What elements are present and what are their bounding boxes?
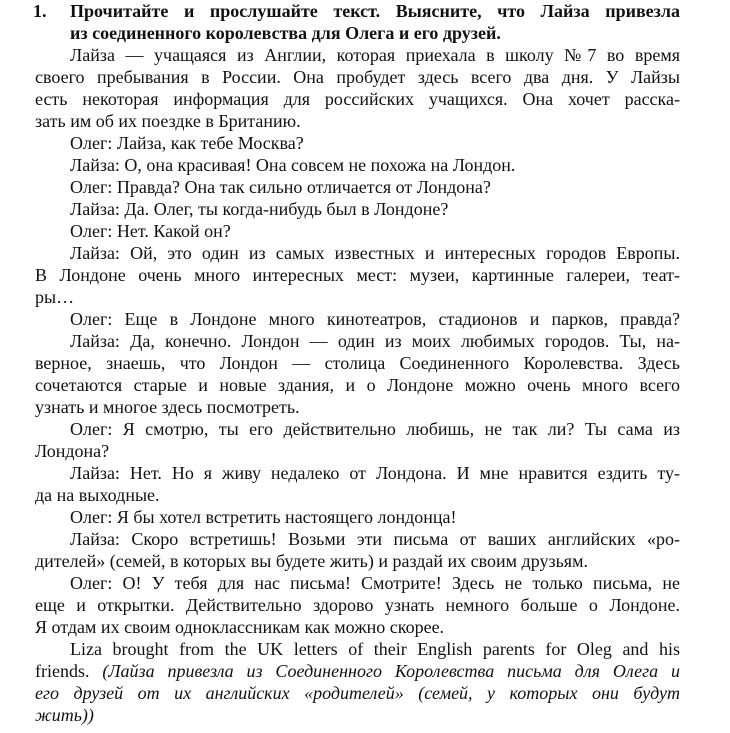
text-segment: еще и открытки. Действительно здорово узнать немного больше о Лондоне. (35, 595, 680, 615)
text-line (35, 132, 680, 154)
translation-text: его друзей от их английских «родителей» (семей, у которых они будут (35, 683, 680, 703)
text-line (35, 352, 680, 374)
text-segment: friends. (35, 661, 103, 681)
text-segment: верное, знаешь, что Лондон — столица Соединенного Королевства. Здесь (35, 353, 680, 373)
text-segment: сочетаются старые и новые здания, и о Лондоне можно очень много всего (35, 375, 680, 395)
text-line (35, 286, 680, 308)
translation-text: (Лайза привезла из Соединенного Королевства письма для Олега и (102, 661, 681, 681)
text-segment: Лайза: Да, конечно. Лондон — один из моих любимых городов. Ты, на- (70, 331, 680, 351)
text-segment: Liza brought from the UK letters of their English parents for Oleg and his (70, 639, 680, 659)
text-line (35, 616, 680, 638)
text-line (35, 396, 680, 418)
text-line (35, 462, 680, 484)
text-line (35, 704, 680, 726)
text-segment: есть некоторая информация для российских учащихся. Она хочет расска- (35, 89, 680, 109)
text-segment: В Лондоне очень много интересных мест: музеи, картинные галереи, теат- (35, 265, 680, 285)
text-line (35, 110, 680, 132)
heading-line: из соединенного королевства для Олега и его друзей. (70, 23, 501, 43)
text-line (35, 44, 680, 66)
exercise-heading (35, 0, 680, 44)
text-segment: Олег: Я бы хотел встретить настоящего лондонца! (70, 507, 457, 527)
textbook-page (35, 0, 680, 726)
text-line (35, 506, 680, 528)
exercise-number: 1. (33, 1, 47, 21)
text-segment: зать им об их поездке в Британию. (35, 111, 301, 131)
text-line (35, 594, 680, 616)
text-segment: дителей» (семей, в которых вы будете жить) и раздай их своим друзьям. (35, 551, 588, 571)
text-line (35, 176, 680, 198)
text-line (35, 572, 680, 594)
text-segment: Лайза: О, она красивая! Она совсем не похожа на Лондон. (70, 155, 516, 175)
text-line (35, 660, 680, 682)
text-segment: Олег: Нет. Какой он? (70, 221, 231, 241)
text-segment: Олег: Я смотрю, ты его действительно любишь, не так ли? Ты сама из (70, 419, 680, 439)
text-line (35, 88, 680, 110)
text-segment: Я отдам их своим одноклассникам как можно скорее. (35, 617, 445, 637)
text-line (35, 550, 680, 572)
text-line (35, 374, 680, 396)
text-line (35, 528, 680, 550)
text-segment: Олег: Еще в Лондоне много кинотеатров, стадионов и парков, правда? (70, 309, 680, 329)
exercise-text (35, 44, 680, 726)
text-segment: да на выходные. (35, 485, 160, 505)
text-segment: Лайза — учащаяся из Англии, которая приехала в школу №7 во время (70, 45, 680, 65)
text-line (35, 242, 680, 264)
text-segment: Олег: Лайза, как тебе Москва? (70, 133, 304, 153)
translation-text: жить)) (35, 705, 94, 725)
text-line (35, 220, 680, 242)
text-line (35, 638, 680, 660)
text-segment: Лондона? (35, 441, 110, 461)
text-segment: Лайза: Скоро встретишь! Возьми эти письма от ваших английских «ро- (70, 529, 680, 549)
text-line (35, 198, 680, 220)
text-segment: Олег: О! У тебя для нас письма! Смотрите! Здесь не только письма, не (70, 573, 680, 593)
text-line (35, 418, 680, 440)
text-line (35, 330, 680, 352)
text-line (35, 308, 680, 330)
text-line (35, 66, 680, 88)
text-line (35, 440, 680, 462)
text-segment: своего пребывания в России. Она пробудет здесь всего два дня. У Лайзы (35, 67, 680, 87)
text-segment: ры… (35, 287, 75, 307)
text-segment: Лайза: Ой, это один из самых известных и интересных городов Европы. (70, 243, 680, 263)
text-segment: Лайза: Нет. Но я живу недалеко от Лондона. И мне нравится ездить ту- (70, 463, 680, 483)
heading-line: Прочитайте и прослушайте текст. Выясните, что Лайза привезла (70, 1, 680, 21)
text-segment: Олег: Правда? Она так сильно отличается от Лондона? (70, 177, 491, 197)
text-line (35, 484, 680, 506)
text-segment: узнать и многое здесь посмотреть. (35, 397, 300, 417)
text-line (35, 154, 680, 176)
text-line (35, 264, 680, 286)
text-line (35, 682, 680, 704)
text-segment: Лайза: Да. Олег, ты когда-нибудь был в Лондоне? (70, 199, 449, 219)
